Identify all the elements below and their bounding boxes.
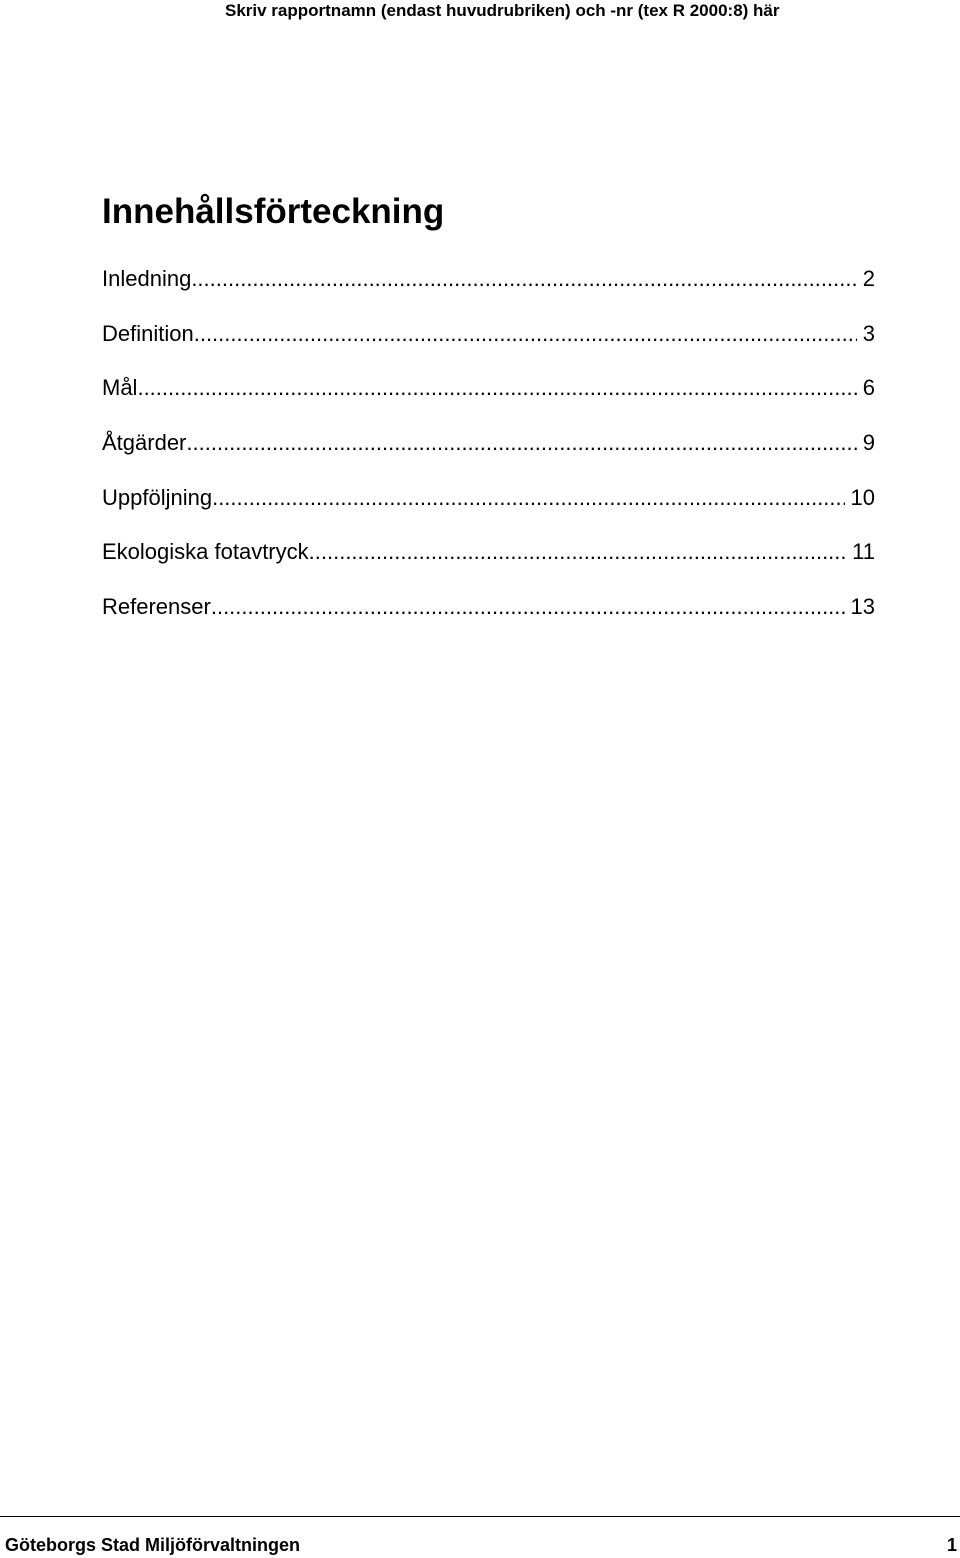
footer-organization: Göteborgs Stad Miljöförvaltningen — [5, 1535, 301, 1555]
footer-page-number: 1 — [946, 1535, 957, 1555]
toc-entry-page: 6 — [862, 375, 875, 401]
toc-entry-title: Mål — [102, 375, 138, 401]
toc-entry-ekologiska-fotavtryck[interactable] — [102, 536, 875, 591]
toc-dot-leader — [211, 591, 845, 623]
toc-dot-leader — [137, 372, 856, 404]
toc-heading: Innehållsförteckning — [102, 192, 445, 231]
toc-entry-title: Referenser — [102, 594, 211, 620]
toc-entry-atgarder[interactable] — [102, 427, 875, 482]
toc-entry-referenser[interactable] — [102, 591, 875, 646]
toc-entry-inledning[interactable] — [102, 263, 875, 318]
toc-entry-title: Ekologiska fotavtryck — [102, 539, 309, 565]
toc-list — [102, 263, 875, 646]
toc-dot-leader — [194, 318, 857, 350]
toc-entry-page: 10 — [850, 484, 875, 510]
toc-entry-page: 13 — [850, 594, 875, 620]
footer-divider — [0, 1516, 960, 1517]
toc-entry-definition[interactable] — [102, 318, 875, 373]
toc-entry-page: 9 — [862, 430, 875, 456]
toc-dot-leader — [309, 536, 847, 568]
toc-dot-leader — [191, 263, 856, 295]
toc-entry-page: 11 — [852, 539, 875, 565]
toc-entry-title: Uppföljning — [102, 484, 213, 510]
toc-entry-uppfoljning[interactable] — [102, 482, 875, 537]
toc-entry-title: Definition — [102, 320, 194, 346]
toc-entry-page: 2 — [862, 266, 875, 291]
toc-entry-mal[interactable] — [102, 372, 875, 427]
toc-dot-leader — [212, 482, 844, 514]
toc-entry-page: 3 — [862, 320, 875, 346]
toc-entry-title: Åtgärder — [102, 430, 187, 456]
toc-entry-title: Inledning — [102, 266, 192, 291]
toc-dot-leader — [186, 427, 856, 459]
running-header: Skriv rapportnamn (endast huvudrubriken) och -nr (tex R 2000:8) här — [225, 1, 780, 20]
